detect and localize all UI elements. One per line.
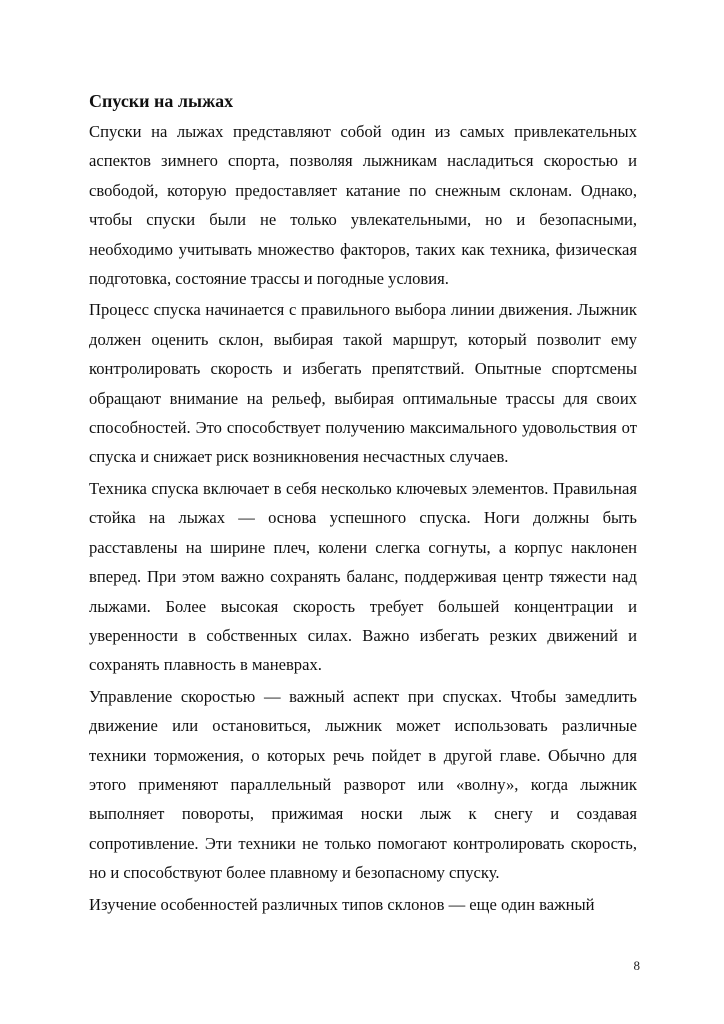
section-heading: Спуски на лыжах [89,91,234,111]
page-body [89,88,637,919]
paragraph-slope-types: Изучение особенностей различных типов склонов — еще один важный [89,894,595,914]
paragraph-line-choice: Процесс спуска начинается с правильного выбора линии движения. Лыжник должен оценить склон, выбирая такой маршрут, который позволит ему контролировать скорость и избегать препятствий. Опытные спортсмены обращают внимание на рельеф, выбирая оптимальные трассы для своих способностей. Это способствует получению максимального удовольствия от спуска и снижает риск возникновения несчастных случаев. [89,300,637,467]
paragraph-technique: Техника спуска включает в себя несколько ключевых элементов. Правильная стойка на лыжах — основа успешного спуска. Ноги должны быть расставлены на ширине плеч, колени слегка согнуты, а корпус наклонен вперед. При этом важно сохранять баланс, поддерживая центр тяжести над лыжами. Более высокая скорость требует большей концентрации и уверенности в собственных силах. Важно избегать резких движений и сохранять плавность в маневрах. [89,478,637,675]
paragraph-intro: Спуски на лыжах представляют собой один из самых привлекательных аспектов зимнего спорта, позволяя лыжникам насладиться скоростью и свободой, которую предоставляет катание по снежным склонам. Однако, чтобы спуски были не только увлекательными, но и безопасными, необходимо учитывать множество факторов, таких как техника, физическая подготовка, состояние трассы и погодные условия. [89,122,637,289]
page-number: 8 [633,958,640,973]
paragraph-speed-control: Управление скоростью — важный аспект при спусках. Чтобы замедлить движение или остановиться, лыжник может использовать различные техники торможения, о которых речь пойдет в другой главе. Обычно для этого применяют параллельный разворот или «волну», когда лыжник выполняет повороты, прижимая носки лыж к снегу и создавая сопротивление. Эти техники не только помогают контролировать скорость, но и способствуют более плавному и безопасному спуску. [89,686,637,883]
